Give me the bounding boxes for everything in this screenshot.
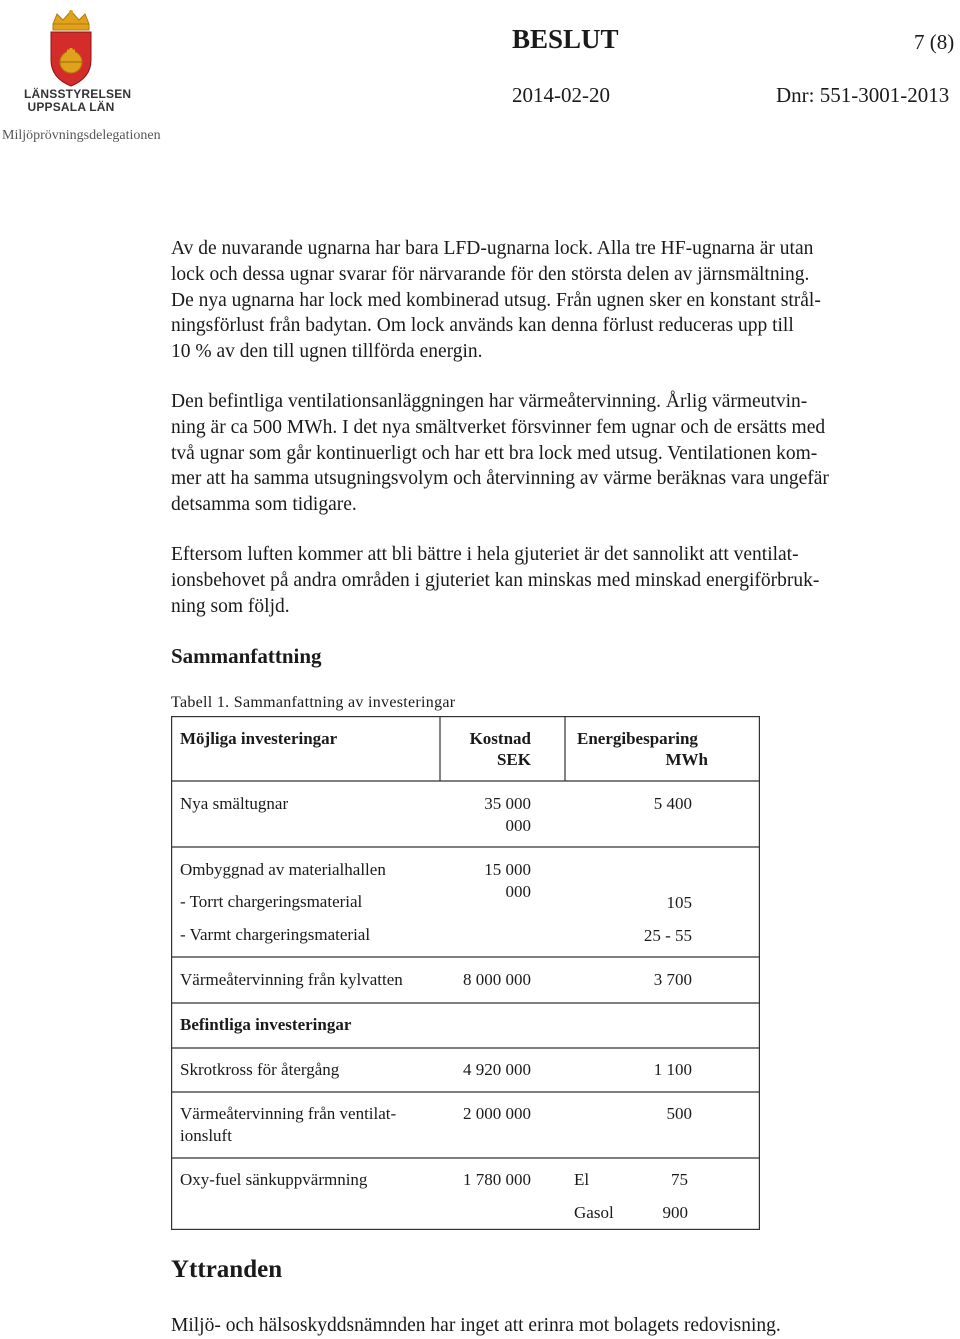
document-date: 2014-02-20	[512, 83, 610, 107]
column-header-energy: Energibesparing	[577, 729, 698, 748]
cell-cost: 2 000 000	[463, 1104, 531, 1123]
cell-cost: 1 780 000	[463, 1170, 531, 1189]
cell-cost: 35 000	[484, 794, 531, 813]
cell-cost: 4 920 000	[463, 1060, 531, 1079]
section-heading-sammanfattning: Sammanfattning	[171, 644, 322, 668]
column-header-investments: Möjliga investeringar	[180, 729, 338, 748]
agency-logo	[24, 8, 132, 114]
logo-line-1: LÄNSSTYRELSEN	[24, 87, 132, 101]
cell-cost: 15 000	[484, 860, 531, 879]
paragraph-yttranden: Miljö- och hälsoskyddsnämnden har inget att erinra mot bolagets redovisning.	[171, 1315, 781, 1336]
section-label-befintliga: Befintliga investeringar	[180, 1015, 352, 1034]
section-heading-yttranden: Yttranden	[171, 1256, 283, 1283]
cell-energy-label-el: El	[574, 1170, 590, 1189]
text-line: ning är ca 500 MWh. I det nya smältverket försvinner fem ugnar och de ersätts med	[171, 416, 826, 438]
paragraph-ventilationsbehov	[171, 542, 931, 619]
paragraph-ugnar-lock	[171, 236, 931, 365]
cell-energy: 5 400	[653, 794, 692, 813]
text-line: lock och dessa ugnar svarar för närvarande för den största delen av järnsmältning.	[171, 263, 810, 285]
row-label-nya-smaltugnar: Nya smältugnar	[180, 794, 289, 813]
document-type: BESLUT	[512, 24, 619, 54]
text-line: ionsbehovet på andra områden i gjuteriet kan minskas med minskad energiförbruk-	[171, 569, 820, 591]
cell-energy: 75	[671, 1170, 688, 1189]
row-label-ventilationsluft-cont: ionsluft	[180, 1126, 232, 1145]
cell-energy-label-gasol: Gasol	[574, 1203, 614, 1222]
row-label-ventilationsluft: Värmeåtervinning från ventilat-	[180, 1104, 397, 1123]
cell-energy: 1 100	[653, 1060, 692, 1079]
cell-cost: 000	[505, 882, 531, 901]
row-label-skrotkross: Skrotkross för återgång	[180, 1060, 340, 1079]
investment-table	[171, 716, 760, 1230]
cell-energy: 900	[662, 1203, 688, 1222]
text-line: Av de nuvarande ugnarna har bara LFD-ugnarna lock. Alla tre HF-ugnarna är utan	[171, 238, 814, 259]
logo-line-2: UPPSALA LÄN	[27, 100, 115, 114]
text-line: 10 % av den till ugnen tillförda energin.	[171, 341, 483, 363]
text-line: ning som följd.	[171, 595, 290, 617]
row-label-kylvatten: Värmeåtervinning från kylvatten	[180, 970, 403, 989]
text-line: Den befintliga ventilationsanläggningen har värmeåtervinning. Årlig värmeutvin-	[171, 391, 808, 412]
coat-of-arms-icon	[41, 8, 101, 88]
cell-energy: 25 - 55	[643, 926, 692, 945]
text-line: två ugnar som går kontinuerligt och har ett bra lock med utsug. Ventilationen kom-	[171, 442, 818, 464]
column-header-cost-unit: SEK	[496, 750, 531, 769]
column-header-energy-unit: MWh	[665, 750, 708, 769]
text-line: mer att ha samma utsugningsvolym och återvinning av värme beräknas vara ungefär	[171, 468, 829, 490]
text-line: Eftersom luften kommer att bli bättre i hela gjuteriet är det sannolikt att ventilat-	[171, 544, 799, 565]
row-label-varmt: - Varmt chargeringsmaterial	[180, 925, 371, 944]
row-label-torrt: - Torrt chargeringsmaterial	[180, 892, 363, 911]
text-line: ningsförlust från badytan. Om lock används kan denna förlust reduceras upp till	[171, 315, 794, 337]
column-header-cost: Kostnad	[469, 729, 531, 748]
cell-energy: 3 700	[653, 970, 692, 989]
cell-cost: 000	[505, 816, 531, 835]
page-number: 7 (8)	[914, 30, 955, 54]
text-line: detsamma som tidigare.	[171, 494, 357, 516]
paragraph-ventilation	[171, 389, 931, 518]
cell-energy: 105	[666, 893, 692, 912]
cell-cost: 8 000 000	[463, 970, 531, 989]
text-line: De nya ugnarna har lock med kombinerad utsug. Från ugnen sker en konstant strål-	[171, 289, 821, 311]
cell-energy: 500	[666, 1104, 692, 1123]
department-name: Miljöprövningsdelegationen	[2, 128, 161, 143]
row-label-oxyfuel: Oxy-fuel sänkuppvärmning	[180, 1170, 368, 1189]
table-caption: Tabell 1. Sammanfattning av investeringar	[171, 694, 456, 711]
document-reference-number: Dnr: 551-3001-2013	[776, 83, 950, 107]
row-label-ombyggnad: Ombyggnad av materialhallen	[180, 860, 386, 879]
